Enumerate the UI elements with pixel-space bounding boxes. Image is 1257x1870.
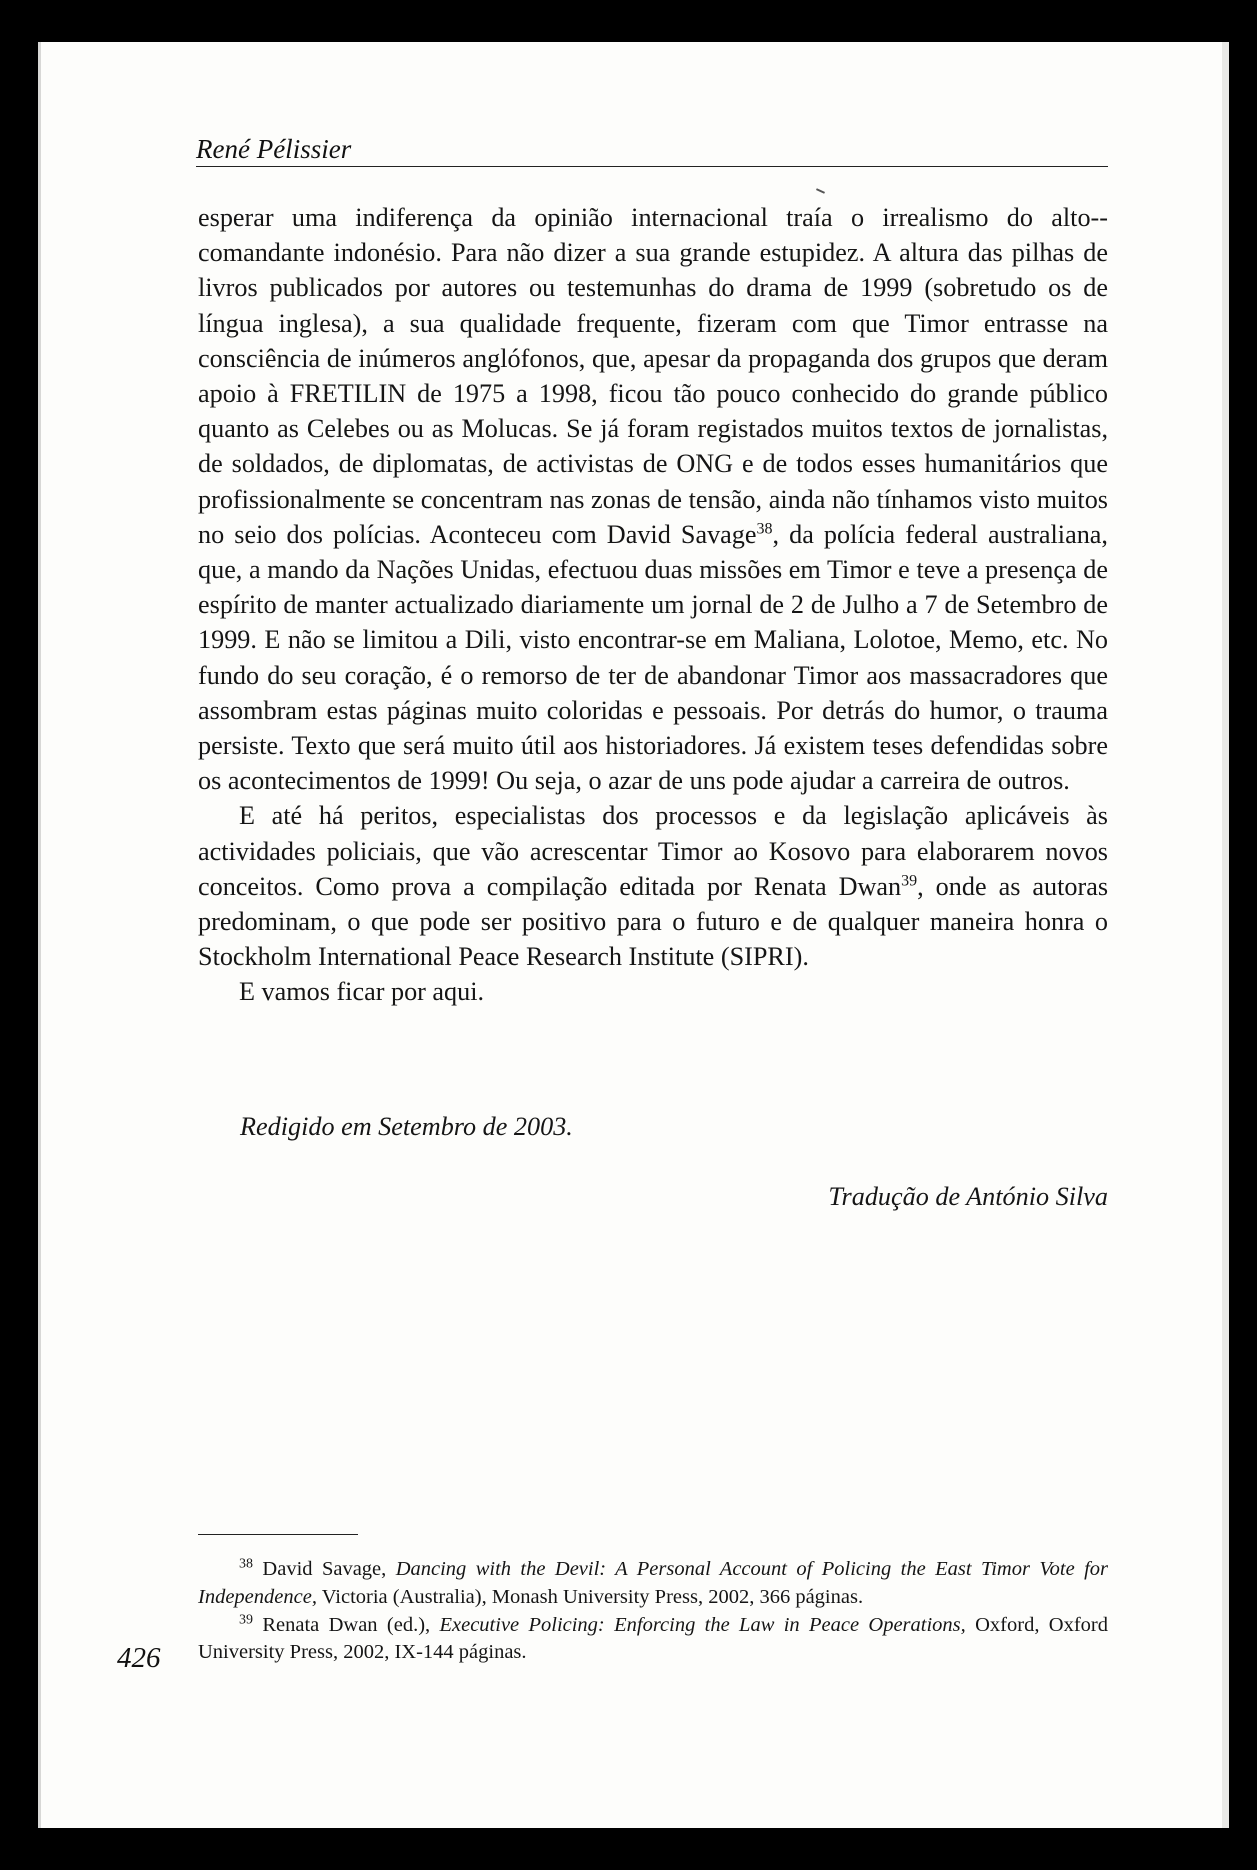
paragraph-1-text-b: , da polícia federal australiana, que, a mando da Nações Unidas, efectuou duas missões em Timor e teve a presença de espírito de manter actualizado diariamente um jornal de 2 de Julho a 7 de Setembro de 1999. E não se limitou a Dili, visto encontrar-se em Maliana, Lolotoe, Memo, etc. No fundo do seu coração, é o remorso de ter de abandonar Timor aos massacradores que assombram estas páginas muito coloridas e pessoais. Por detrás do humor, o trauma persiste. Texto que será muito útil aos historiadores. Já existem teses defendidas sobre os acontecimentos de 1999! Ou seja, o azar de uns pode ajudar a carreira de outros. bbox=[198, 519, 1108, 796]
footnote-number-39: 39 bbox=[239, 1611, 253, 1627]
scan-border-right bbox=[1229, 0, 1257, 1870]
footnotes bbox=[198, 1556, 1108, 1667]
running-head: René Pélissier bbox=[196, 134, 352, 164]
paragraph-1-text-a: esperar uma indiferença da opinião internacional traía o irrealismo do alto--comandante indonésio. Para não dizer a sua grande estupidez. A altura das pilhas de livros publicados por autores ou testemunhas do drama de 1999 (sobretudo os de língua inglesa), a sua qualidade frequente, fizeram com que Timor entrasse na consciência de inúmeros anglófonos, que, apesar da propaganda dos grupos que deram apoio à FRETILIN de 1975 a 1998, ficou tão pouco conhecido do grande público quanto as Celebes ou as Molucas. Se já foram registados muitos textos de jornalistas, de soldados, de diplomatas, de activistas de ONG e de todos esses humanitários que profissionalmente se concentram nas zonas de tensão, ainda não tínhamos visto muitos no seio dos polícias. Aconteceu com David Savage bbox=[198, 203, 1108, 549]
paragraph-2 bbox=[198, 798, 1108, 974]
page-number: 426 bbox=[117, 1642, 161, 1674]
running-head-rule bbox=[196, 166, 1108, 167]
footnote-38-title: Dancing with the Devil: A Personal Account of Policing the East Timor Vote for Independence, bbox=[198, 1558, 1109, 1608]
body-text bbox=[198, 200, 1108, 1010]
footnote-39-title: Executive Policing: Enforcing the Law in Peace Operations, bbox=[439, 1613, 966, 1636]
footnote-ref-39[interactable]: 39 bbox=[901, 872, 918, 890]
footnote-rule bbox=[198, 1534, 358, 1535]
paragraph-2-text-b: , onde as autoras predominam, o que pode ser positivo para o futuro e de qualquer maneira honra o Stockholm International Peace Research Institute (SIPRI). bbox=[198, 871, 1109, 972]
footnote-number-38: 38 bbox=[239, 1556, 253, 1572]
paragraph-2-text-a: E até há peritos, especialistas dos processos e da legislação aplicáveis às actividades policiais, que vão acrescentar Timor ao Kosovo para elaborarem novos conceitos. Como prova a compilação editada por Renata Dwan bbox=[198, 801, 1108, 901]
footnote-39-author: Renata Dwan (ed.), bbox=[262, 1613, 440, 1636]
footnote-38-author: David Savage, bbox=[262, 1558, 396, 1580]
footnote-38-details: Victoria (Australia), Monash University Press, 2002, 366 páginas. bbox=[316, 1585, 864, 1608]
date-line: Redigido em Setembro de 2003. bbox=[240, 1112, 573, 1141]
translator-credit: Tradução de António Silva bbox=[828, 1182, 1108, 1211]
paragraph-3-text: E vamos ficar por aqui. bbox=[239, 977, 485, 1007]
paragraph-3 bbox=[198, 974, 1108, 1009]
footnote-39 bbox=[198, 1612, 1108, 1668]
footnote-39-details: Oxford, Oxford University Press, 2002, IX-144 páginas. bbox=[198, 1613, 1108, 1664]
footnote-38 bbox=[198, 1556, 1108, 1612]
footnote-ref-38[interactable]: 38 bbox=[756, 520, 773, 538]
paragraph-1 bbox=[198, 200, 1108, 798]
